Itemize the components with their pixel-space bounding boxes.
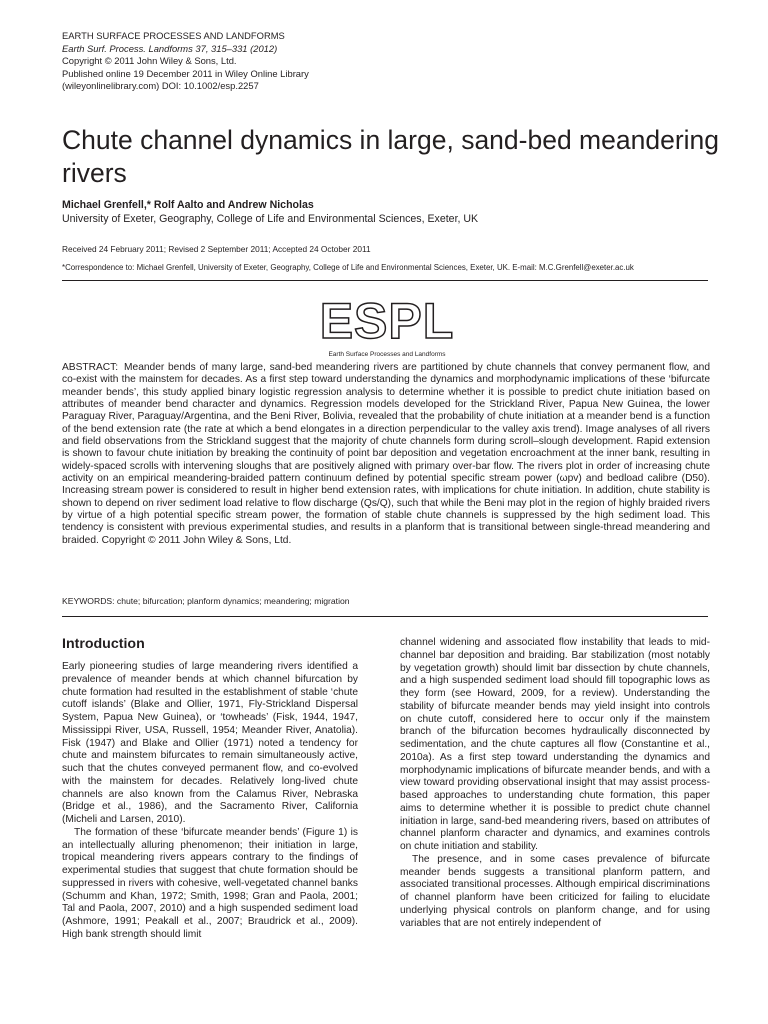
abstract [62,362,710,547]
abstract-label: ABSTRACT: [62,362,119,373]
journal-doi: (wileyonlinelibrary.com) DOI: 10.1002/esp.2257 [62,80,259,92]
journal-name: EARTH SURFACE PROCESSES AND LANDFORMS [62,30,285,41]
espl-logo-text: ESPL [319,293,455,349]
journal-published: Published online 19 December 2011 in Wiley Online Library [62,67,309,79]
article-affiliation: University of Exeter, Geography, College of Life and Environmental Sciences, Exeter, UK [62,213,479,225]
header-divider [62,280,708,281]
correspondence-note: *Correspondence to: Michael Grenfell, University of Exeter, Geography, College of Life and Environmental Sciences, Exeter, UK. E-mail: M.C.Grenfell@exeter.ac.uk [62,263,634,272]
abstract-text: Meander bends of many large, sand-bed meandering rivers are partitioned by chute channels that convey permanent flow, and co-exist with the mainstem for decades. As a first step toward understanding the dynamics and morphodynamic implications of these ‘bifurcate meander bends’, this study applied binary logistic regression analysis to determine whether it is possible to predict chute initiation based on attributes of meander bend character and dynamics. Regression models developed for the Strickland River, Papua New Guinea, the lower Paraguay River, Paraguay/Argentina, and the Beni River, Bolivia, revealed that the probability of chute initiation at a meander bend is a function of the bend extension rate (the rate at which a bend elongates in a direction perpendicular to the valley axis trend). Image analyses of all rivers and field observations from the Strickland suggest that the majority of chute channels form during scroll–slough development. Rapid extension is shown to favour chute initiation by breaking the continuity of point bar deposition and vegetation encroachment at the inner bank, resulting in widely-spaced scrolls with intervening sloughs that are positively aligned with primary over-bar flow. The rivers plot in order of increasing chute activity on an empirical meandering-braided pattern continuum defined by potential specific stream power (ωpv) and bedload calibre (D50). Increasing stream power is considered to result in higher bend extension rates, with implications for chute initiation. In addition, chute stability is shown to depend on river sediment load relative to flow discharge (Qs/Q), such that while the Beni may plot in the region of highly braided rivers by virtue of a high potential specific stream power, the formation of stable chute channels is suppressed by the high sediment load. This tendency is consistent with previous experimental studies, and results in a planform that is transitional between single-thread meandering and braided. Copyright © 2011 John Wiley & Sons, Ltd. [62,362,710,546]
body-column-left [62,661,358,942]
body-column-right [400,637,710,930]
article-dates: Received 24 February 2011; Revised 2 September 2011; Accepted 24 October 2011 [62,244,371,254]
body-paragraph: The presence, and in some cases prevalence of bifurcate meander bends suggests a transitional planform pattern, and associated transitional processes. Although empirical discriminations of channel planform have been criticized for failing to elucidate underlying physical controls on planform change, and for using variables that are not entirely independent of [400,853,710,929]
body-paragraph: channel widening and associated flow instability that leads to mid-channel bar deposition and braiding. Bar stabilization (most notably by vegetation growth) should limit bar dissection by chute channels, and a high suspended sediment load should fill topographic lows as they form (see Howard, 2009, for a review). Understanding the stability of bifurcate meander bends may yield insight into controls on chute cutoff, considered here to occur only if the mainstem branch of the bifurcation becomes hydraulically disconnected by sedimentation, and the chute captures all flow (Constantine et al., 2010a). As a first step toward understanding the dynamics and morphodynamic implications of bifurcate meander bends, and with a view toward providing observational insight that may assist process-based approaches to understanding chute formation, this paper aims to determine whether it is possible to predict chute channel initiation in large, sand-bed meandering rivers, based on attributes of channel planform character and dynamics, and examines controls on chute initiation and stability. [400,637,710,852]
espl-logo [312,292,462,360]
espl-logo-subtitle: Earth Surface Processes and Landforms [328,351,446,358]
body-paragraph: Early pioneering studies of large meandering rivers identified a prevalence of meander bends at which channel bifurcation by chute formation had resulted in the establishment of stable ‘chute cutoff islands’ (Blake and Ollier, 1971, Fly-Strickland Dispersal System, Papua New Guinea), or ‘towheads’ (Fisk, 1944, 1947, Mississippi River, USA, Russell, 1954; Meander River, Anatolia). Fisk (1947) and Blake and Ollier (1971) noted a tendency for chute and mainstem bifurcates to remain simultaneously active, such that the chutes conveyed permanent flow, and co-evolved with the mainstem for decades. Relatively long-lived chute channels are also known from the Calamus River, Nebraska (Bridge et al., 1986), and the Sacramento River, California (Micheli and Larsen, 2010). [62,661,358,825]
journal-masthead [62,30,309,93]
journal-citation: Earth Surf. Process. Landforms 37, 315–331 (2012) [62,42,278,54]
body-paragraph: The formation of these ‘bifurcate meander bends’ (Figure 1) is an intellectually alluring phenomenon; their initiation in large, tropical meandering rivers appears contrary to the findings of experimental studies that suggest that chute formation should be suppressed in rivers with cohesive, well-vegetated channel banks (Schumm and Khan, 1972; Smith, 1998; Gran and Paola, 2001; Tal and Paola, 2007, 2010) and a high suspended sediment load (Ashmore, 1991; Peakall et al., 2007; Braudrick et al., 2009). High bank strength should limit [62,826,358,940]
section-heading-introduction: Introduction [62,636,145,652]
keywords: KEYWORDS: chute; bifurcation; planform dynamics; meandering; migration [62,596,350,606]
article-authors: Michael Grenfell,* Rolf Aalto and Andrew Nicholas [62,199,314,211]
abstract-divider [62,616,708,617]
article-title: Chute channel dynamics in large, sand-bed meandering rivers [62,125,720,188]
journal-copyright: Copyright © 2011 John Wiley & Sons, Ltd. [62,55,237,67]
